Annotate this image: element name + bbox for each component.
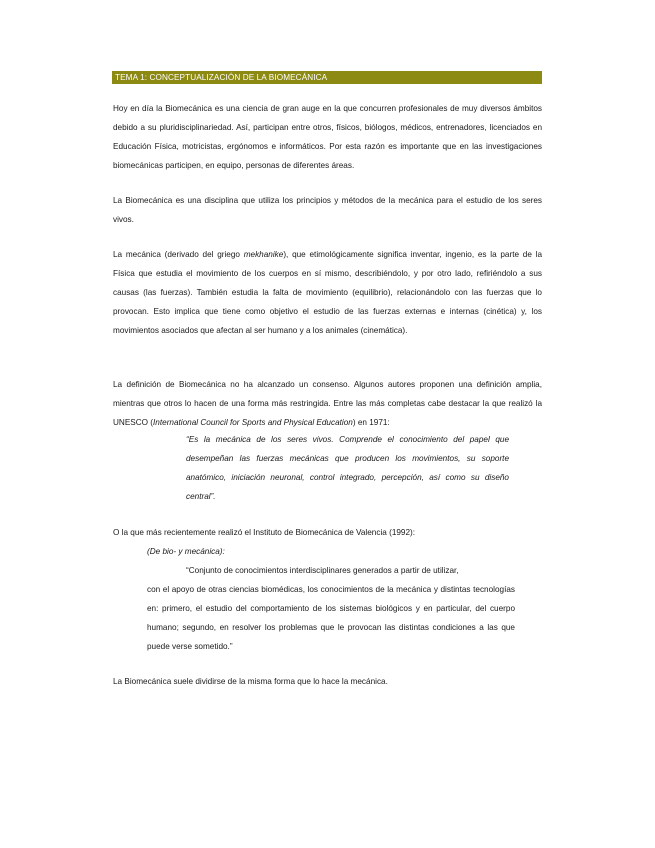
paragraph-division: La Biomecánica suele dividirse de la misma forma que lo hace la mecánica. <box>113 677 388 686</box>
quote-unesco: “Es la mecánica de los seres vivos. Comprende el conocimiento del papel que desempeñan las fuerzas mecánicas que producen los movimientos, su soporte anatómico, iniciación neuronal, control integrado, percepción, así como su diseño central”. <box>186 435 509 501</box>
paragraph-valencia: O la que más recientemente realizó el Instituto de Biomecánica de Valencia (1992): <box>113 528 416 537</box>
etymology-note: (De bio- y mecánica): <box>147 547 225 556</box>
paragraph-mechanics <box>113 245 542 340</box>
paragraph-consensus-text-b: ) en 1971: <box>352 418 390 427</box>
paragraph-definition: La Biomecánica es una disciplina que utiliza los principios y métodos de la mecánica para el estudio de los seres vivos. <box>113 196 542 224</box>
section-title: TEMA 1: CONCEPTUALIZACIÓN DE LA BIOMECÁNICA <box>112 71 542 84</box>
paragraph-consensus <box>113 375 542 432</box>
quote-valencia-first-line: “Conjunto de conocimientos interdisciplinares generados a partir de utilizar, <box>186 566 459 575</box>
paragraph-intro: Hoy en día la Biomecánica es una ciencia de gran auge en la que concurren profesionales de muy diversos ámbitos debido a su pluridisciplinariedad. Así, participan entre otros, físicos, biólogos, médicos, entrenadores, licenciados en Educación Física, motricistas, ergónomos e informáticos. Por esta razón es importante que en las investigaciones biomecánicas participen, en equipo, personas de diferentes áreas. <box>113 104 542 170</box>
paragraph-consensus-text-a: La definición de Biomecánica no ha alcanzado un consenso. Algunos autores proponen una definición amplia, mientras que otros lo hacen de una forma más restringida. Entre las más completas cabe destacar la que realizó la UNESCO ( <box>113 380 542 427</box>
greek-term: mekhanike <box>243 250 284 259</box>
organization-name: International Council for Sports and Physical Education <box>153 418 353 427</box>
paragraph-mechanics-text-a: La mecánica (derivado del griego <box>113 250 244 259</box>
quote-valencia-body: con el apoyo de otras ciencias biomédicas, los conocimientos de la mecánica y distintas tecnologías en: primero, el estudio del comportamiento de los sistemas biológicos y en particular, del cuerpo humano; segundo, en resolver los problemas que le provocan las distintas condiciones a las que puede verse sometido.” <box>147 585 515 651</box>
paragraph-mechanics-text-b: ), que etimológicamente significa inventar, ingenio, es la parte de la Física que estudia el movimiento de los cuerpos en sí mismo, describiéndolo, y por otro lado, refiriéndolo a sus causas (las fuerzas). También estudia la falta de movimiento (equilibrio), relacionándolo con las fuerzas que lo provocan. Esto implica que tiene como objetivo el estudio de las fuerzas externas e internas (cinética) y, los movimientos asociados que afectan al ser humano y a los animales (cinemática). <box>113 250 543 335</box>
